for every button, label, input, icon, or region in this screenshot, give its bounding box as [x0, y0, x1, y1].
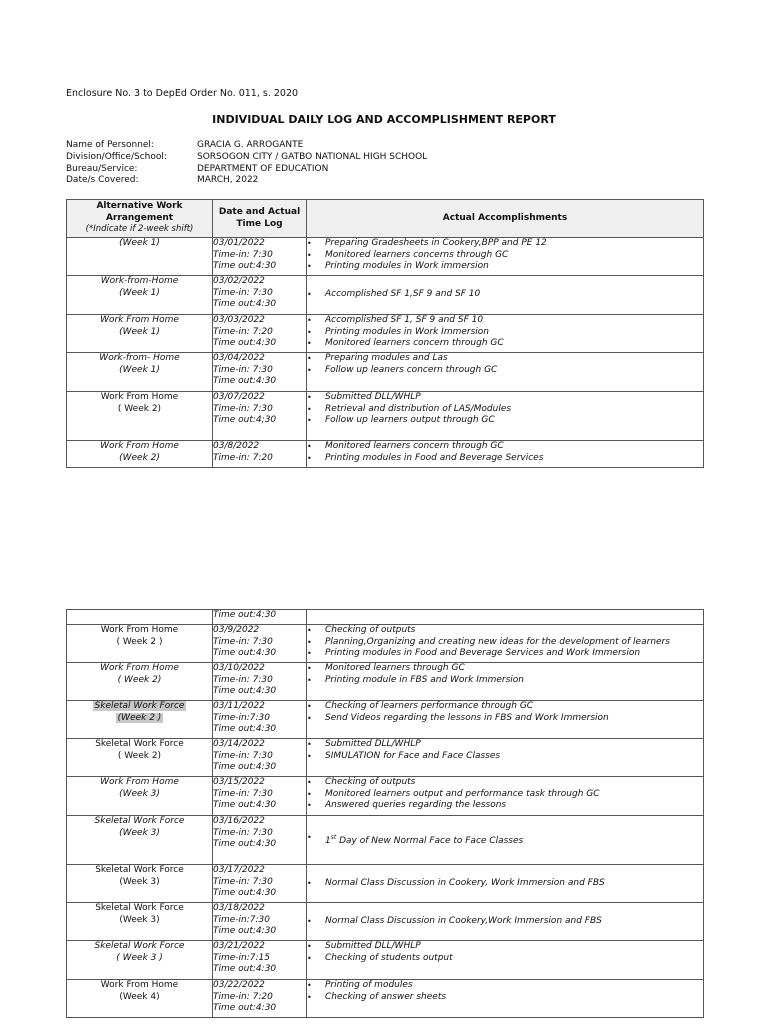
accomplishment-item: • Preparing Gradesheets in Cookery,BPP and PE 12 [307, 238, 703, 250]
accomplishments-cell [307, 980, 704, 1018]
accomplishment-list [307, 878, 703, 890]
log-date: 03/16/2022 [213, 816, 265, 826]
arrangement-text [100, 777, 179, 800]
timelog-cell [213, 276, 307, 315]
header-arrangement-note: (*Indicate if 2-week shift) [85, 224, 194, 235]
arrangement-cell [67, 392, 213, 441]
arrangement-cell [67, 663, 213, 701]
log-time: Time out:4;30 [213, 415, 277, 425]
table-row [67, 980, 704, 1018]
arrangement-text [100, 663, 179, 686]
accomplishment-list [307, 980, 703, 1003]
accomplishment-item: • Submitted DLL/WHLP [307, 739, 703, 751]
arrangement-line: Work-from- Home [99, 353, 180, 363]
log-date: 03/15/2022 [213, 777, 265, 787]
accomplishments-cell [307, 816, 704, 865]
arrangement-cell [67, 701, 213, 739]
arrangement-cell [67, 276, 213, 315]
log-time: Time out:4:30 [213, 839, 277, 849]
accomplishment-list [307, 238, 703, 273]
accomplishment-list [307, 289, 703, 301]
info-value: MARCH, 2022 [197, 175, 259, 186]
arrangement-line: (Week 4) [119, 991, 160, 1002]
accomplishment-list [307, 315, 703, 350]
accomplishment-list [307, 625, 703, 660]
accomplishment-item: • Preparing modules and Las [307, 353, 703, 365]
log-date: 03/21/2022 [213, 941, 265, 951]
arrangement-text [119, 238, 160, 250]
accomplishment-list [307, 392, 703, 427]
accomplishment-list [307, 441, 703, 464]
arrangement-cell [67, 353, 213, 392]
arrangement-cell [67, 816, 213, 865]
accomplishment-list [307, 916, 703, 928]
arrangement-line: Work-from-Home [100, 276, 179, 286]
timelog-cell [213, 315, 307, 353]
accomplishments-cell [307, 441, 704, 468]
personnel-info [66, 140, 427, 187]
table-row [67, 276, 704, 315]
arrangement-text [95, 865, 184, 888]
arrangement-text [99, 353, 179, 376]
log-time: Time-in: 7:30 [213, 403, 273, 414]
log-date: 03/10/2022 [213, 663, 265, 673]
arrangement-line: Work From Home [100, 980, 179, 990]
info-label: Division/Office/School: [66, 151, 167, 162]
info-row-dates [66, 175, 427, 187]
table-row [67, 392, 704, 441]
log-date: 03/02/2022 [213, 276, 265, 286]
accomplishment-item: • Printing modules in Work Immersion [307, 327, 703, 339]
arrangement-line: (Week 2) [119, 452, 160, 463]
accomplishment-item: • Printing of modules [307, 980, 703, 992]
accomplishment-item: • Follow up learners output through GC [307, 415, 703, 427]
timelog-cell [213, 739, 307, 777]
timelog-cell [213, 941, 307, 980]
table-row [67, 441, 704, 468]
accomplishment-list [307, 941, 703, 964]
info-row-bureau [66, 164, 427, 176]
arrangement-line: Work From Home [100, 441, 179, 451]
accomplishments-cell [307, 353, 704, 392]
accomplishment-item: • Monitored learners concern through GC [307, 338, 703, 350]
arrangement-line: (Week 1) [119, 238, 160, 248]
accomplishment-item: • Printing modules in Food and Beverage Services and Work Immersion [307, 648, 703, 660]
arrangement-text [95, 816, 185, 839]
log-time: Time out:4:30 [213, 762, 277, 772]
accomplishment-item: • Accomplished SF 1,SF 9 and SF 10 [307, 289, 703, 301]
accomplishments-cell [307, 777, 704, 816]
timelog-cell [213, 238, 307, 276]
accomplishment-item: • Checking of learners performance through GC [307, 701, 703, 713]
log-time: Time-in: 7:30 [213, 249, 273, 260]
log-time: Time-in: 7:30 [213, 827, 273, 838]
info-row-name [66, 140, 427, 152]
timelog-cell [213, 777, 307, 816]
log-time: Time out:4:30 [213, 1003, 277, 1013]
timelog-cell [213, 441, 307, 468]
arrangement-text [95, 739, 184, 762]
log-date: 03/17/2022 [213, 865, 265, 875]
arrangement-line: Skeletal Work Force [94, 941, 185, 951]
header-arrangement-label: Alternative Work Arrangement [96, 201, 183, 223]
info-label: Date/s Covered: [66, 175, 139, 186]
arrangement-line: (Week 3) [119, 827, 160, 838]
log-time: Time-in: 7:30 [213, 287, 273, 298]
timelog-cell [213, 980, 307, 1018]
arrangement-line: Work From Home [100, 777, 179, 787]
log-time: Time-in: 7:30 [213, 364, 273, 375]
table-row [67, 238, 704, 276]
arrangement-line: Work From Home [100, 625, 179, 635]
log-time: Time out:4:30 [213, 648, 277, 658]
arrangement-cell [67, 625, 213, 663]
accomplishment-item: • Monitored learners concerns through GC [307, 250, 703, 262]
accomplishment-item: • Printing module in FBS and Work Immersion [307, 675, 703, 687]
log-time: Time out:4:30 [213, 610, 277, 620]
log-time: Time out:4:30 [213, 338, 277, 348]
accomplishments-cell [307, 701, 704, 739]
arrangement-text [100, 441, 179, 464]
table-row [67, 941, 704, 980]
accomplishment-item: • Checking of answer sheets [307, 992, 703, 1004]
arrangement-text [100, 315, 179, 338]
arrangement-cell [67, 865, 213, 903]
arrangement-cell [67, 739, 213, 777]
log-time: Time out:4:30 [213, 261, 277, 271]
timelog-cell [213, 353, 307, 392]
arrangement-cell [67, 777, 213, 816]
table-row [67, 777, 704, 816]
log-date: 03/01/2022 [213, 238, 265, 248]
log-time: Time out:4:30 [213, 686, 277, 696]
table-header-row [67, 200, 704, 238]
arrangement-line: (Week 3) [119, 788, 160, 799]
table-row [67, 903, 704, 941]
report-title: INDIVIDUAL DAILY LOG AND ACCOMPLISHMENT REPORT [212, 113, 556, 126]
arrangement-line: (Week 1) [119, 364, 160, 375]
timelog-cell [213, 903, 307, 941]
timelog-cell [213, 865, 307, 903]
arrangement-line: Skeletal Work Force [95, 903, 184, 913]
timelog-cell [213, 701, 307, 739]
accomplishment-item: • Printing modules in Work immersion [307, 261, 703, 273]
accomplishments-cell [307, 941, 704, 980]
accomplishment-item: • Submitted DLL/WHLP [307, 941, 703, 953]
enclosure-note: Enclosure No. 3 to DepEd Order No. 011, s. 2020 [66, 88, 299, 99]
accomplishment-item: • Checking of outputs [307, 777, 703, 789]
accomplishment-item: • Checking of students output [307, 953, 703, 965]
log-date: 03/04/2022 [213, 353, 265, 363]
accomplishment-item: • Submitted DLL/WHLP [307, 392, 703, 404]
accomplishment-list [307, 832, 703, 848]
log-time: Time-in: 7:30 [213, 788, 273, 799]
accomplishment-list [307, 701, 703, 724]
log-time: Time out:4:30 [213, 376, 277, 386]
info-row-division [66, 152, 427, 164]
accomplishment-item: • SIMULATION for Face and Face Classes [307, 751, 703, 763]
log-time: Time-in: 7:30 [213, 674, 273, 685]
log-date: 03/14/2022 [213, 739, 265, 749]
table-row [67, 625, 704, 663]
accomplishments-cell [307, 238, 704, 276]
accomplishment-item: • 1st Day of New Normal Face to Face Classes [307, 832, 703, 848]
log-time: Time-in: 7:30 [213, 876, 273, 887]
log-time: Time out:4:30 [213, 299, 277, 309]
log-date: 03/11/2022 [213, 701, 265, 711]
log-date: 03/22/2022 [213, 980, 265, 990]
accomplishments-cell [307, 315, 704, 353]
accomplishment-item: • Checking of outputs [307, 625, 703, 637]
log-table-page2 [66, 609, 704, 1018]
timelog-cell [213, 610, 307, 625]
accomplishment-list [307, 777, 703, 812]
arrangement-line: Skeletal Work Force [94, 701, 185, 711]
header-accomplishments: Actual Accomplishments [307, 200, 704, 238]
table-row [67, 663, 704, 701]
accomplishments-cell [307, 610, 704, 625]
table-row [67, 610, 704, 625]
accomplishments-cell [307, 625, 704, 663]
log-date: 03/07/2022 [213, 392, 265, 402]
log-time: Time out:4:30 [213, 724, 277, 734]
arrangement-text [101, 276, 179, 299]
arrangement-line: ( Week 2) [117, 750, 162, 761]
log-time: Time out:4:30 [213, 926, 277, 936]
arrangement-line: (Week 2 ) [117, 712, 162, 723]
log-date: 03/03/2022 [213, 315, 265, 325]
table-row [67, 865, 704, 903]
accomplishment-item: • Retrieval and distribution of LAS/Modules [307, 404, 703, 416]
arrangement-cell [67, 315, 213, 353]
timelog-cell [213, 625, 307, 663]
accomplishment-item: • Monitored learners through GC [307, 663, 703, 675]
log-time: Time out:4:30 [213, 964, 277, 974]
info-label: Name of Personnel: [66, 140, 154, 150]
accomplishment-item: • Accomplished SF 1, SF 9 and SF 10 [307, 315, 703, 327]
arrangement-cell [67, 441, 213, 468]
arrangement-text [101, 625, 178, 648]
table-row [67, 315, 704, 353]
accomplishment-item: • Monitored learners output and performance task through GC [307, 789, 703, 801]
arrangement-text [93, 701, 187, 724]
accomplishments-cell [307, 276, 704, 315]
log-time: Time-in: 7:20 [213, 991, 273, 1002]
arrangement-text [101, 392, 178, 415]
header-timelog: Date and Actual Time Log [213, 200, 307, 238]
arrangement-line: Work From Home [100, 663, 179, 673]
log-date: 03/18/2022 [213, 903, 265, 913]
arrangement-cell [67, 238, 213, 276]
arrangement-line: (Week 1) [119, 326, 160, 337]
arrangement-line: (Week 3) [119, 876, 160, 887]
arrangement-text [95, 941, 185, 964]
accomplishment-item: • Printing modules in Food and Beverage Services [307, 453, 703, 465]
timelog-cell [213, 816, 307, 865]
timelog-cell [213, 663, 307, 701]
log-time: Time out:4:30 [213, 800, 277, 810]
accomplishments-cell [307, 903, 704, 941]
log-table-page1 [66, 199, 704, 468]
accomplishment-item: • Send Videos regarding the lessons in FBS and Work Immersion [307, 713, 703, 725]
table-row [67, 353, 704, 392]
accomplishments-cell [307, 663, 704, 701]
accomplishment-item: • Planning,Organizing and creating new ideas for the development of learners [307, 637, 703, 649]
header-arrangement [67, 200, 213, 238]
accomplishment-list [307, 353, 703, 376]
arrangement-line: ( Week 2) [117, 403, 162, 414]
log-time: Time-in:7:30 [213, 712, 270, 723]
accomplishments-cell [307, 392, 704, 441]
accomplishments-cell [307, 739, 704, 777]
arrangement-text [95, 903, 184, 926]
accomplishment-item: • Normal Class Discussion in Cookery, Work Immersion and FBS [307, 878, 703, 890]
arrangement-line: ( Week 2 ) [116, 636, 163, 647]
arrangement-line: Skeletal Work Force [94, 816, 185, 826]
arrangement-cell [67, 941, 213, 980]
arrangement-cell [67, 610, 213, 625]
accomplishment-list [307, 663, 703, 686]
arrangement-cell [67, 980, 213, 1018]
arrangement-line: ( Week 3 ) [116, 952, 163, 963]
arrangement-line: Work From Home [100, 315, 179, 325]
log-date: 03/8/2022 [213, 441, 260, 451]
info-value: DEPARTMENT OF EDUCATION [197, 163, 329, 174]
arrangement-line: ( Week 2) [117, 674, 162, 685]
accomplishment-item: • Monitored learners concern through GC [307, 441, 703, 453]
accomplishment-item: • Answered queries regarding the lessons [307, 800, 703, 812]
table-row [67, 701, 704, 739]
arrangement-line: Skeletal Work Force [95, 865, 184, 875]
arrangement-cell [67, 903, 213, 941]
accomplishment-item: • Normal Class Discussion in Cookery,Work Immersion and FBS [307, 916, 703, 928]
info-value: GRACIA G. ARROGANTE [197, 140, 304, 150]
info-label: Bureau/Service: [66, 163, 138, 174]
table-row [67, 816, 704, 865]
table-row [67, 739, 704, 777]
arrangement-line: (Week 1) [119, 287, 160, 298]
timelog-cell [213, 392, 307, 441]
log-date: 03/9/2022 [213, 625, 260, 635]
accomplishments-cell [307, 865, 704, 903]
log-time: Time-in: 7:30 [213, 636, 273, 647]
log-time: Time-in:7:30 [213, 914, 270, 925]
arrangement-line: Work From Home [100, 392, 179, 402]
info-value: SORSOGON CITY / GATBO NATIONAL HIGH SCHOOL [197, 151, 428, 162]
arrangement-line: (Week 3) [119, 914, 160, 925]
log-time: Time-in: 7:20 [213, 326, 273, 337]
arrangement-line: Skeletal Work Force [95, 739, 184, 749]
log-time: Time-in:7:15 [213, 952, 270, 963]
log-time: Time out:4:30 [213, 888, 277, 898]
log-time: Time-in: 7:20 [213, 452, 273, 463]
accomplishment-item: • Follow up leaners concern through GC [307, 365, 703, 377]
log-time: Time-in: 7:30 [213, 750, 273, 761]
arrangement-text [101, 980, 178, 1003]
accomplishment-list [307, 739, 703, 762]
